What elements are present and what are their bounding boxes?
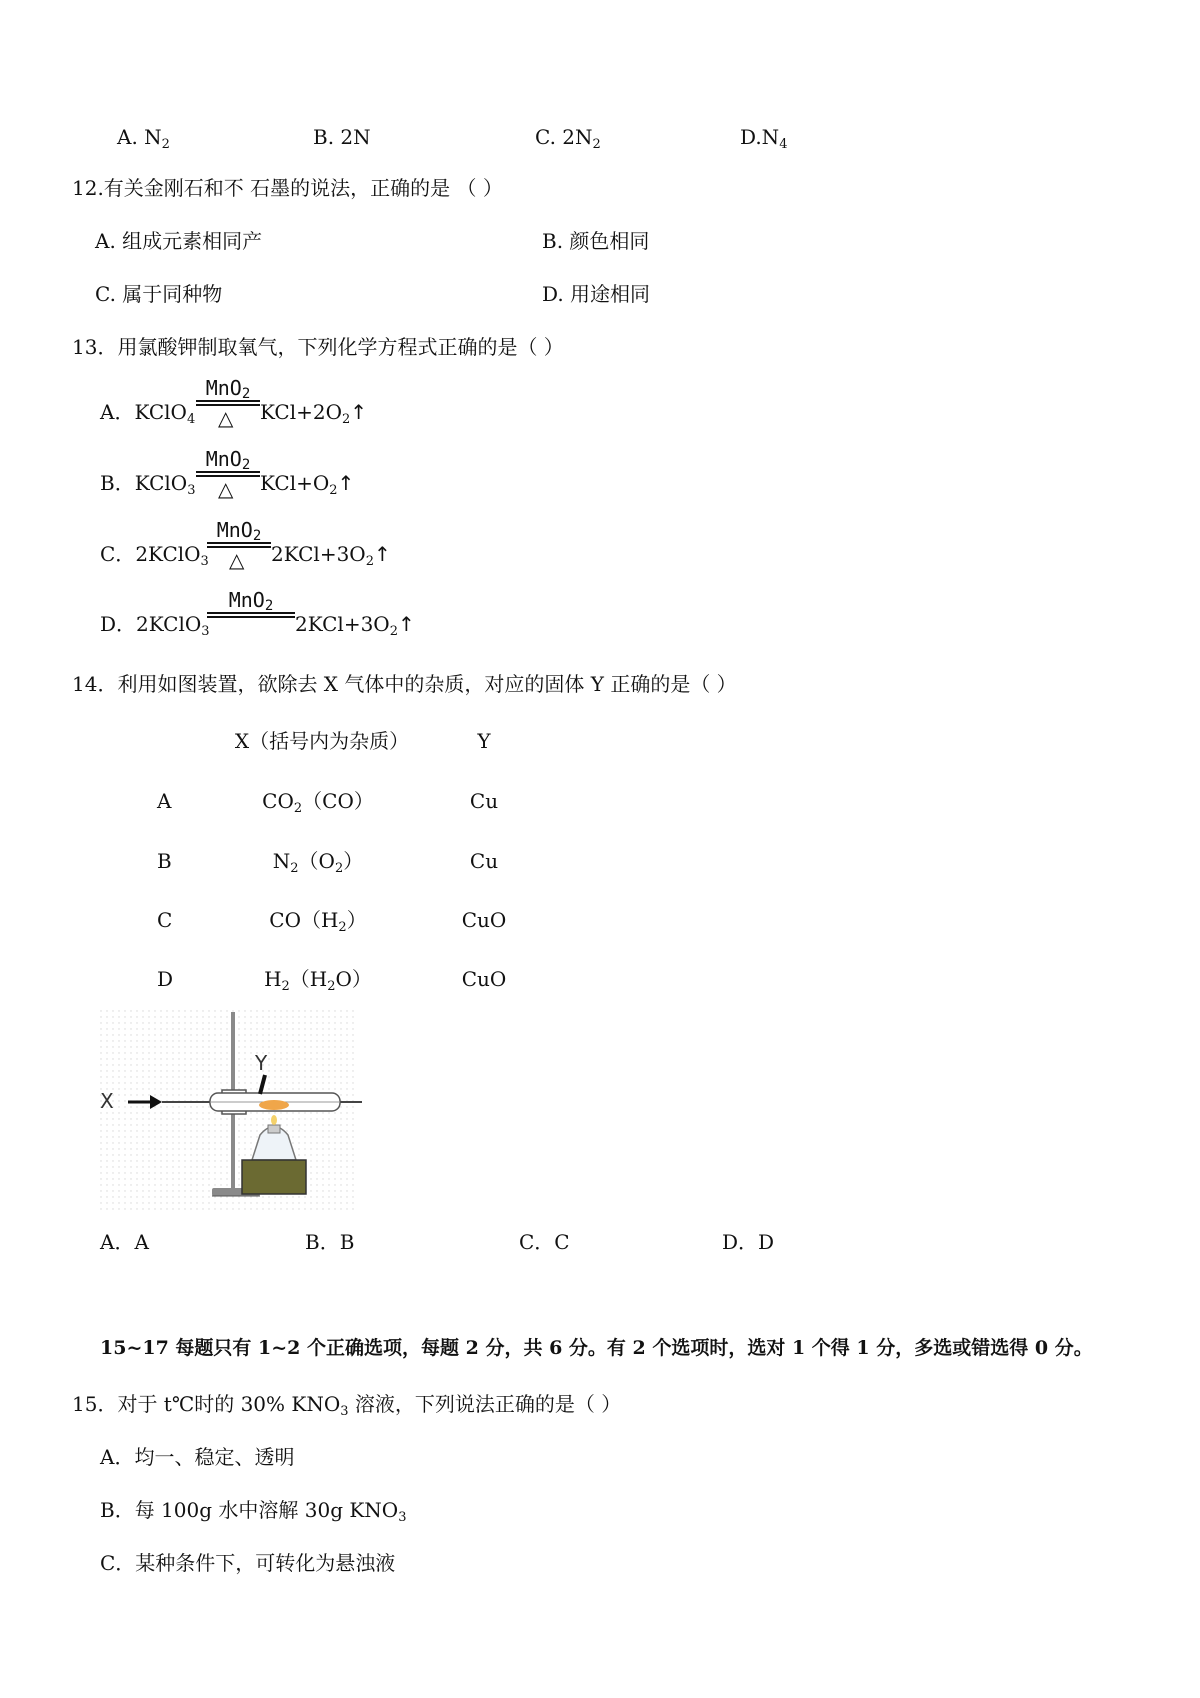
option-label: D． bbox=[100, 612, 137, 636]
q15-option-c: C．某种条件下，可转化为悬浊液 bbox=[100, 1551, 396, 1575]
row-y: Cu bbox=[469, 849, 499, 873]
q15-option-a: A．均一、稳定、透明 bbox=[100, 1445, 295, 1469]
row-label: B bbox=[157, 849, 172, 873]
lamp-stand-block bbox=[242, 1160, 306, 1194]
heat-icon: △ bbox=[229, 548, 245, 572]
apparatus-figure bbox=[100, 1010, 370, 1210]
reactant: KClO$_4$ bbox=[134, 400, 196, 427]
q13-b-product: $KCl+O_2↑$ bbox=[260, 471, 355, 498]
row-x: $CO(H_2)$ bbox=[269, 908, 367, 935]
label-y: Y bbox=[255, 1051, 268, 1075]
q11-option-a: A. $N_2$ bbox=[117, 125, 170, 152]
option-label: C． bbox=[100, 542, 136, 566]
row-x: $CO_2(CO)$ bbox=[262, 789, 374, 816]
q13-option-a bbox=[100, 400, 196, 427]
q13-d-product: $2KCl+3O_2↑$ bbox=[295, 612, 415, 639]
q14-answer-b: B．B bbox=[305, 1230, 355, 1254]
q13-stem: 13．用氯酸钾制取氧气，下列化学方程式正确的是（ ） bbox=[72, 335, 564, 359]
q13-a-product: $KCl+2O_2↑$ bbox=[260, 400, 368, 427]
reactant: 2KClO$_3$ bbox=[135, 542, 209, 569]
row-y: CuO bbox=[461, 908, 507, 932]
section-note: 15~17 每题只有 1~2 个正确选项，每题 2 分，共 6 分。有 2 个选项时，选对 1 个得 1 分，多选或错选得 0 分。 bbox=[100, 1337, 1093, 1359]
q13-b-condition: MnO$_2$ △ bbox=[196, 449, 260, 501]
row-label: C bbox=[157, 908, 173, 932]
gas-arrow-icon: ↑ bbox=[350, 400, 368, 424]
q13-option-c bbox=[100, 542, 209, 569]
reactant: KClO$_3$ bbox=[134, 471, 196, 498]
q11-option-b: B. 2N bbox=[313, 125, 371, 149]
solid-y bbox=[259, 1100, 289, 1110]
q12-option-b: B. 颜色相同 bbox=[542, 229, 650, 253]
option-label: B． bbox=[100, 471, 135, 495]
q12-option-a: A. 组成元素相同产 bbox=[95, 229, 263, 253]
row-label: D bbox=[157, 967, 174, 991]
q15-stem: 15．对于 t℃时的 30% $KNO_3$ 溶液，下列说法正确的是（ ） bbox=[72, 1392, 622, 1419]
table-header-x: X（括号内为杂质） bbox=[234, 729, 410, 753]
row-x: $N_2(O_2)$ bbox=[272, 849, 364, 876]
table-header-y: Y bbox=[477, 729, 491, 753]
gas-arrow-icon: ↑ bbox=[398, 612, 415, 636]
row-x: $H_2(H_2O)$ bbox=[264, 967, 372, 994]
q13-a-condition: MnO$_2$ △ bbox=[196, 378, 260, 430]
q14-answer-a: A．A bbox=[100, 1230, 149, 1254]
heat-icon: △ bbox=[218, 406, 234, 430]
row-label: A bbox=[157, 789, 172, 813]
row-y: Cu bbox=[469, 789, 499, 813]
row-y: CuO bbox=[461, 967, 507, 991]
q12-option-c: C. 属于同种物 bbox=[95, 282, 223, 306]
q13-option-b bbox=[100, 471, 196, 498]
q13-option-d bbox=[100, 612, 210, 639]
q13-d-condition: MnO$_2$ bbox=[207, 590, 295, 642]
q11-option-c: C. $2N_2$ bbox=[535, 125, 601, 152]
q11-option-d: $D.N_4$ bbox=[740, 125, 788, 152]
q14-stem: 14．利用如图装置，欲除去 X 气体中的杂质，对应的固体 Y 正确的是（ ） bbox=[72, 672, 737, 696]
reactant: 2KClO$_3$ bbox=[136, 612, 210, 639]
q13-c-product: $2KCl+3O_2↑$ bbox=[271, 542, 391, 569]
q13-c-condition: MnO$_2$ △ bbox=[207, 520, 271, 572]
gas-arrow-icon: ↑ bbox=[337, 471, 355, 495]
q14-answer-c: C．C bbox=[519, 1230, 570, 1254]
q15-option-b: B．每 100g 水中溶解 30g $KNO_3$ bbox=[100, 1498, 407, 1525]
q12-stem: 12.有关金刚石和不 石墨的说法，正确的是 （ ） bbox=[72, 176, 503, 200]
gas-arrow-icon: ↑ bbox=[374, 542, 391, 566]
heat-icon: △ bbox=[218, 477, 234, 501]
q14-answer-d: D．D bbox=[722, 1230, 775, 1254]
option-label: A． bbox=[100, 400, 135, 424]
label-x: X bbox=[100, 1089, 114, 1113]
q12-option-d: D. 用途相同 bbox=[542, 282, 651, 306]
